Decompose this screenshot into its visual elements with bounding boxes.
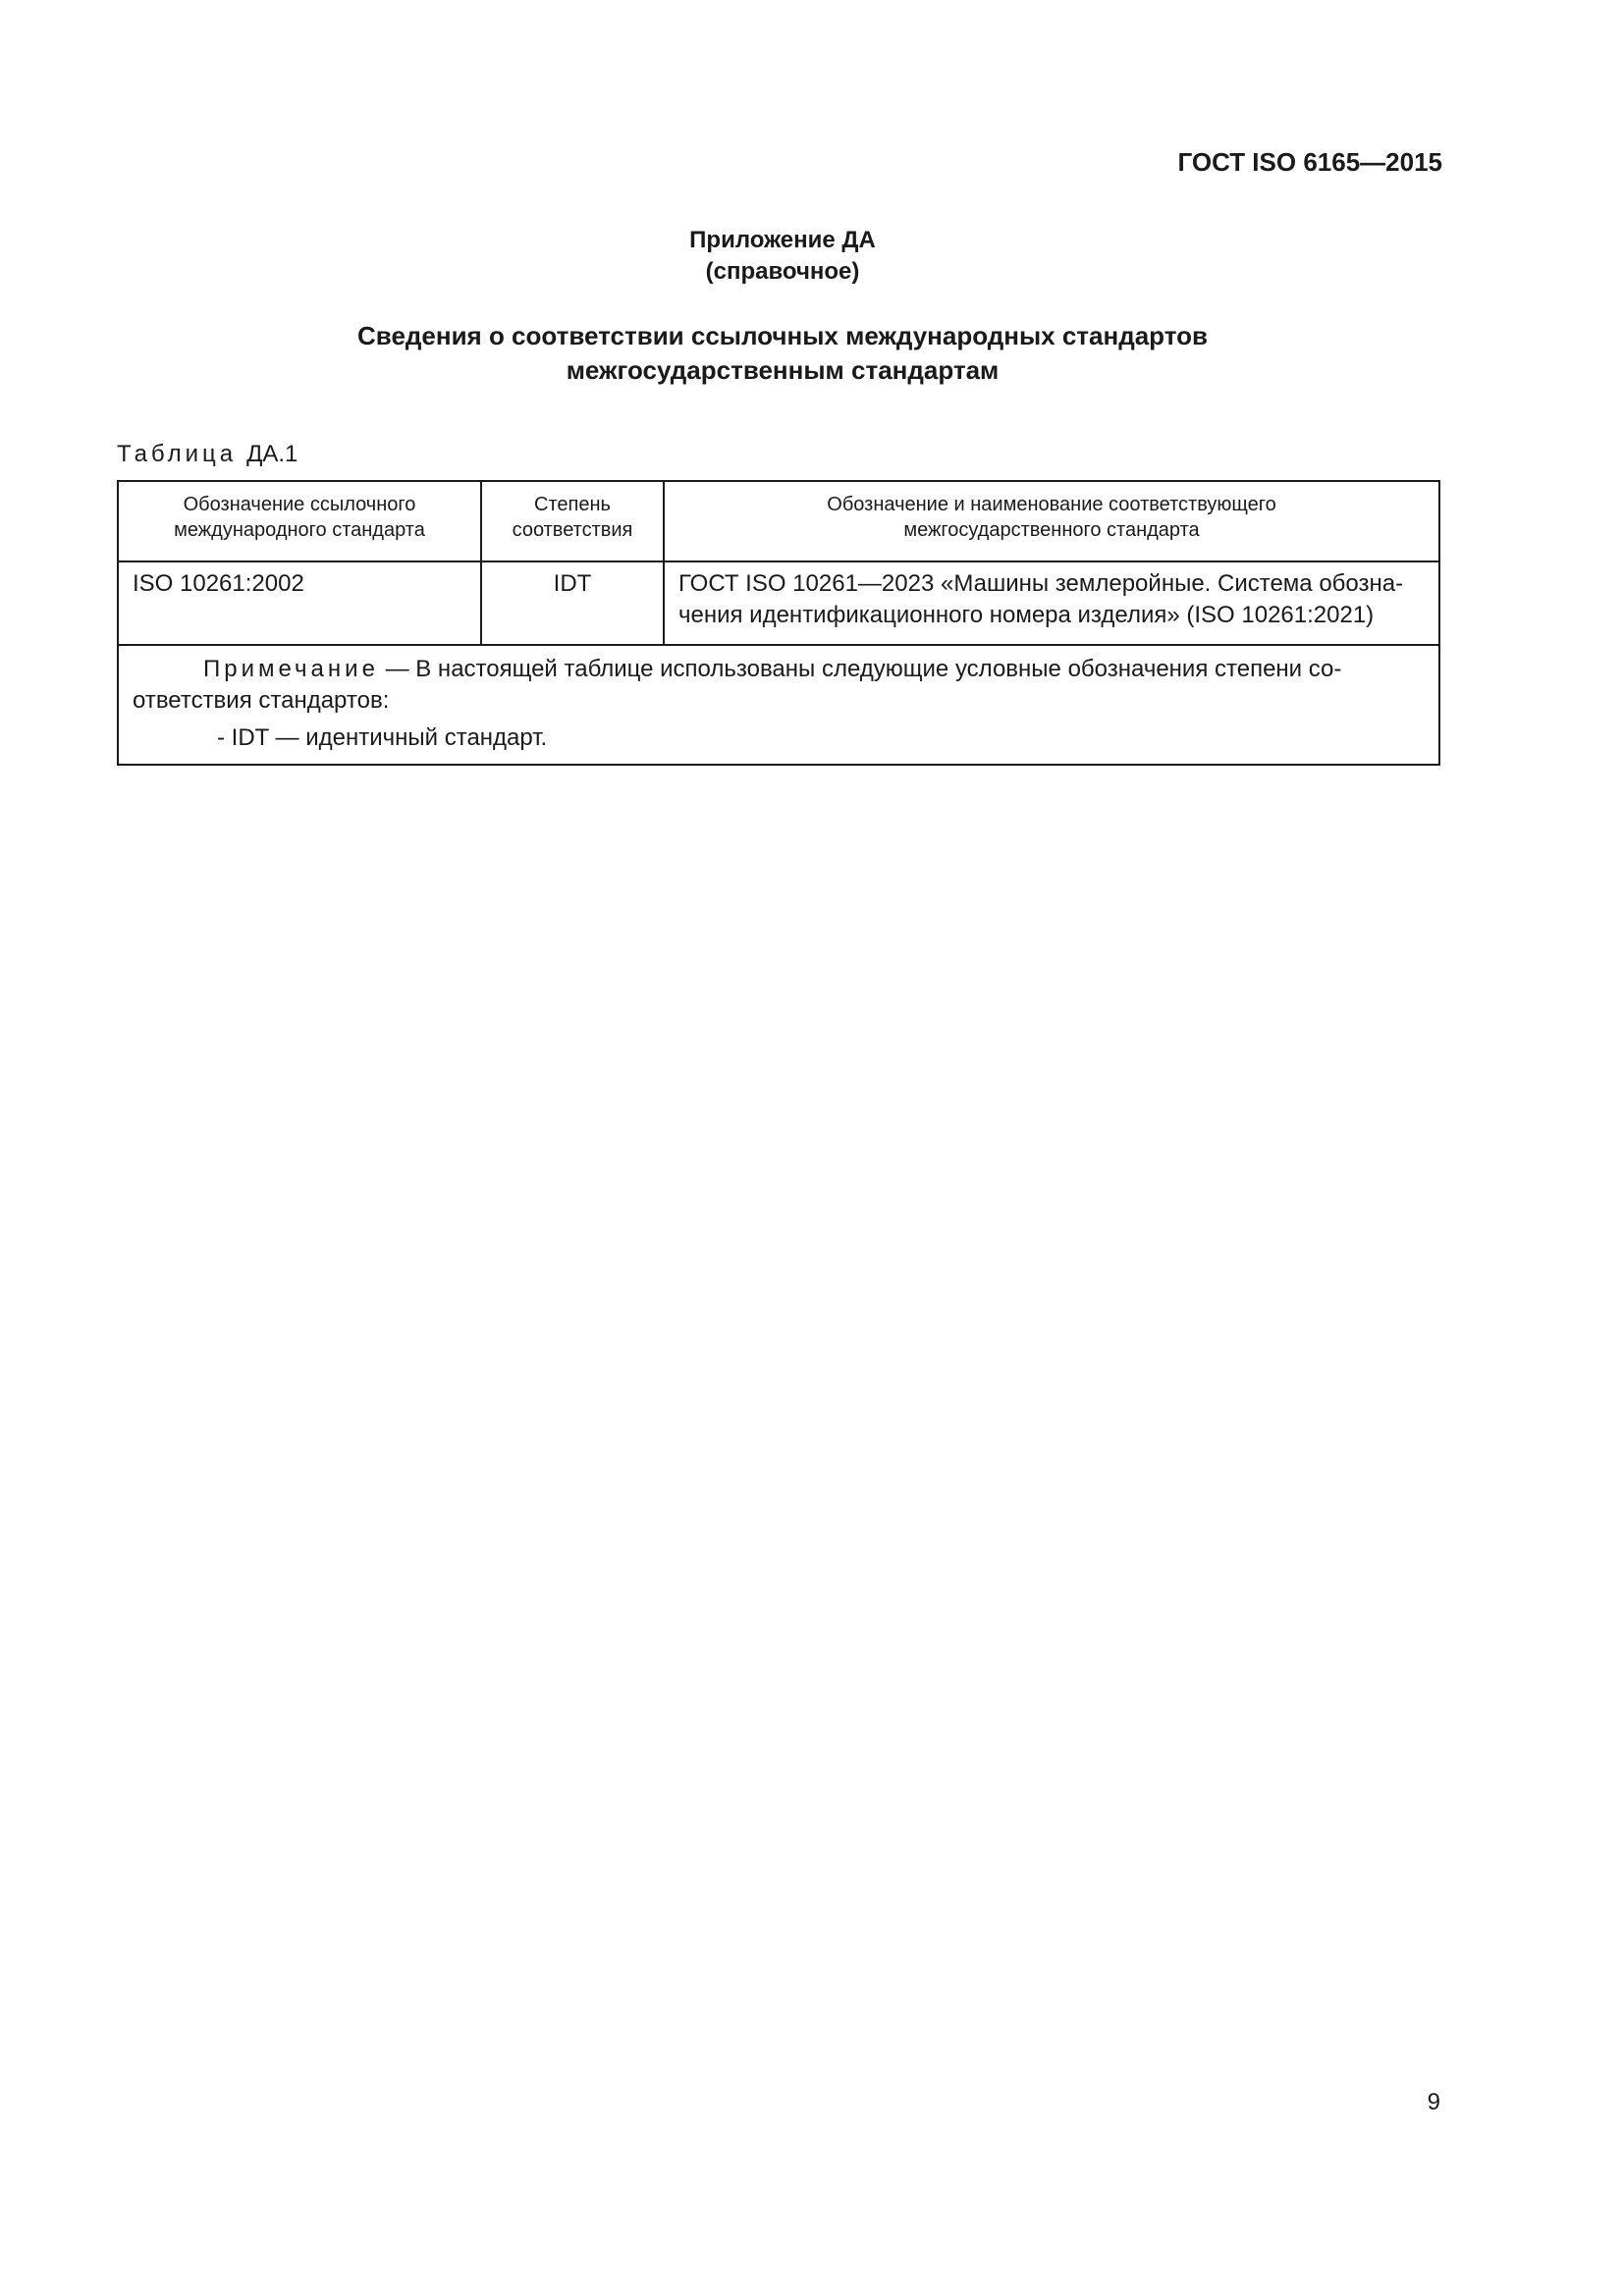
table-caption <box>117 441 298 468</box>
standards-correspondence-table <box>117 480 1440 766</box>
header-line: Обозначение ссылочного <box>183 494 416 515</box>
table-note-row <box>118 645 1439 765</box>
section-title <box>0 319 1565 388</box>
appendix-title: Приложение ДА <box>689 227 876 253</box>
note-label: Примечание <box>203 656 379 682</box>
document-code: ГОСТ ISO 6165—2015 <box>1177 147 1442 177</box>
header-international-standard <box>118 481 481 561</box>
section-title-line-1: Сведения о соответствии ссылочных международных стандартов <box>357 321 1208 350</box>
cell-degree: IDT <box>481 561 664 645</box>
cell-international-standard: ISO 10261:2002 <box>118 561 481 645</box>
cell-interstate-standard <box>664 561 1439 645</box>
table-header-row <box>118 481 1439 561</box>
note-text: — В настоящей таблице использованы следующие условные обозначения степени со- <box>378 656 1342 682</box>
header-degree <box>481 481 664 561</box>
note-line-1 <box>133 654 1425 685</box>
cell-line: ГОСТ ISO 10261—2023 «Машины землеройные. Система обозна- <box>678 570 1404 597</box>
header-interstate-standard <box>664 481 1439 561</box>
header-line: Обозначение и наименование соответствующего <box>827 494 1276 515</box>
header-line: Степень <box>534 494 611 515</box>
table-caption-word: Таблица <box>117 441 238 467</box>
note-bullet: - IDT — идентичный стандарт. <box>217 724 548 751</box>
page-number: 9 <box>1427 2089 1440 2115</box>
header-line: международного стандарта <box>174 519 425 541</box>
table-row <box>118 561 1439 645</box>
appendix-kind: (справочное) <box>705 258 860 285</box>
cell-line: чения идентификационного номера изделия» (ISO 10261:2021) <box>678 602 1375 628</box>
header-line: соответствия <box>512 519 633 541</box>
section-title-line-2: межгосударственным стандартам <box>566 355 1000 385</box>
header-line: межгосударственного стандарта <box>903 519 1200 541</box>
table-note <box>118 645 1439 765</box>
table-caption-number: ДА.1 <box>246 441 298 467</box>
note-line-2: ответствия стандартов: <box>133 687 390 714</box>
